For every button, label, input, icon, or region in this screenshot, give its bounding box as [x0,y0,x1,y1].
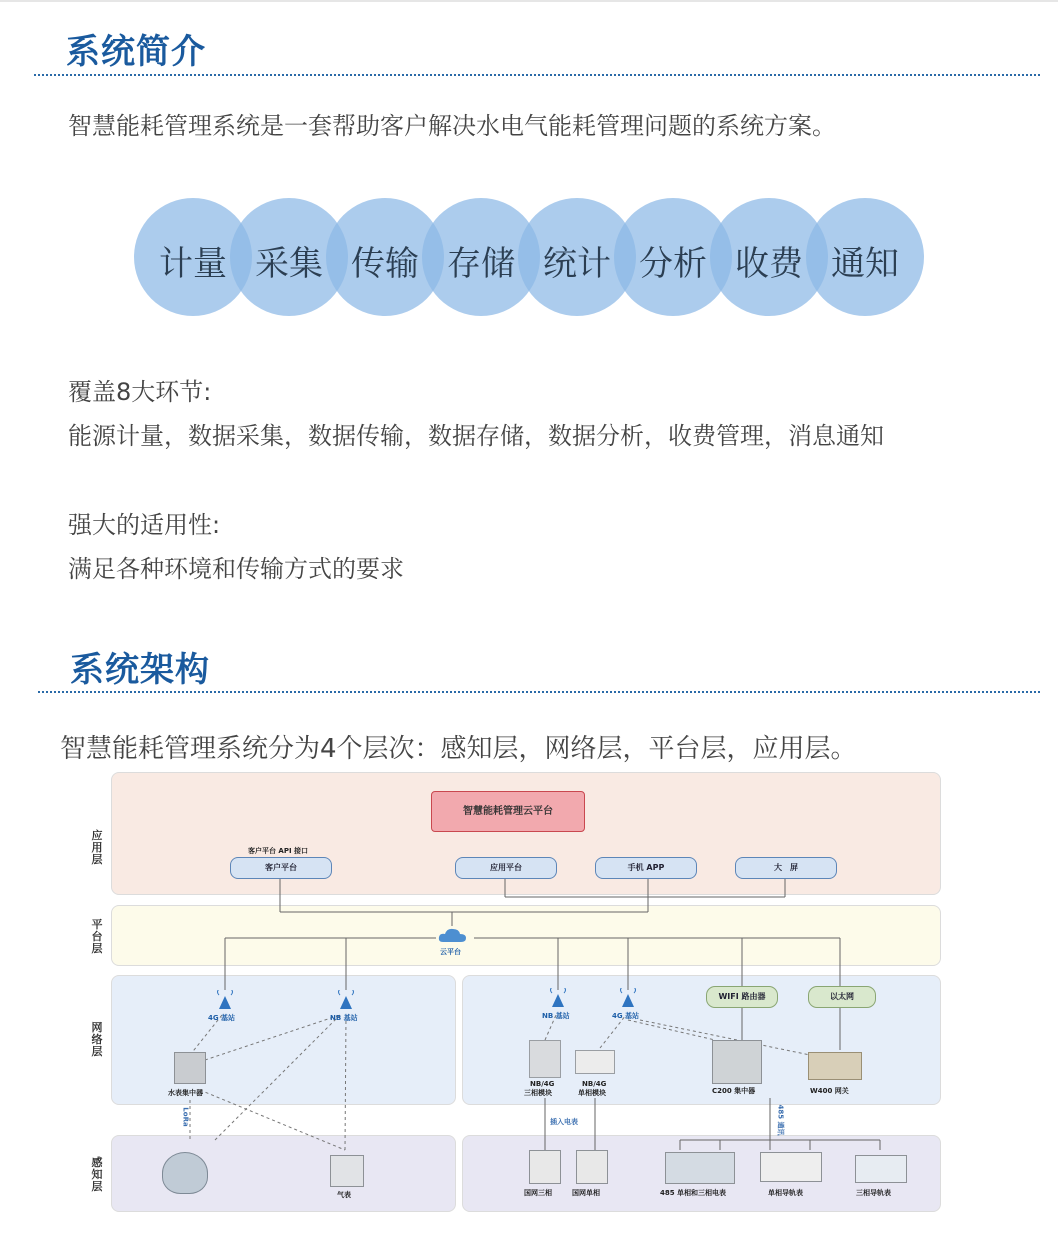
c200-device [712,1040,762,1084]
architecture-intro: 智慧能耗管理系统分为4个层次：感知层，网络层，平台层，应用层。 [60,734,857,764]
tower-label: 4G 基站 [208,1014,236,1022]
device-label: 国网单相 [572,1189,600,1197]
nb-single-label-b: 单相模块 [578,1089,606,1097]
layer-label-app: 应用层 [91,829,103,866]
cloud-icon [437,925,469,945]
circle-label: 统计 [543,244,611,284]
intro-paragraph: 智慧能耗管理系统是一套帮助客户解决水电气能耗管理问题的系统方案。 [68,112,836,140]
adapt-title: 强大的适用性: [68,511,221,539]
adapt-text: 满足各种环境和传输方式的要求 [68,555,404,583]
water-concentrator-device [174,1052,206,1084]
w400-device [808,1052,862,1080]
ethernet-box: 以太网 [808,986,876,1008]
circle-label: 分析 [639,244,707,284]
layer-label-network: 网络层 [91,1021,103,1058]
rs485-meters [665,1152,735,1184]
coverage-title: 覆盖8大环节: [68,378,212,406]
rs485-label: 485 通讯 [776,1104,785,1136]
w400-label: W400 网关 [810,1087,849,1095]
app-box-application: 应用平台 [455,857,557,879]
c200-label: C200 集中器 [712,1087,756,1095]
wifi-router-box: WIFI 路由器 [706,986,778,1008]
app-box-screen: 大 屏 [735,857,837,879]
circle-label: 收费 [735,244,803,284]
tower-icon [549,988,567,1008]
tower-label: NB 基站 [330,1014,358,1022]
device-label: 国网三相 [524,1189,552,1197]
lora-label: LoRa [181,1107,190,1127]
nb-three-label-a: NB/4G [530,1080,555,1088]
tower-icon [337,990,355,1010]
insert-meter-label: 插入电表 [550,1118,578,1126]
section-title-architecture: 系统架构 [70,650,210,690]
nb-single-phase-device [575,1050,615,1074]
device-label: 单相导轨表 [768,1189,803,1197]
tower-label: NB 基站 [542,1012,570,1020]
device-label: 三相导轨表 [856,1189,891,1197]
circle-label: 采集 [255,244,323,284]
circle-label: 传输 [351,244,419,284]
tower-icon [216,990,234,1010]
coverage-text: 能源计量，数据采集，数据传输，数据存储，数据分析，收费管理，消息通知 [68,422,884,450]
single-phase-rail-meters [760,1152,822,1182]
cloud-label: 云平台 [440,948,461,956]
gas-meter-device [330,1155,364,1187]
device-label: 485 单相和三相电表 [660,1189,727,1197]
nb-three-phase-device [529,1040,561,1078]
state-grid-single-phase-meter [576,1150,608,1184]
app-box-customer: 客户平台 [230,857,332,879]
nb-single-label-a: NB/4G [582,1080,607,1088]
water-concentrator-label: 水表集中器 [168,1089,203,1097]
tower-icon [619,988,637,1008]
circle-label: 计量 [159,244,227,284]
cloud-platform-box: 智慧能耗管理云平台 [431,791,585,832]
water-meter-device [162,1152,208,1194]
gas-meter-label: 气表 [337,1191,351,1199]
section-title-intro: 系统简介 [66,32,206,72]
tower-label: 4G 基站 [612,1012,640,1020]
circle-label: 存储 [447,244,515,284]
layer-label-platform: 平台层 [91,918,103,955]
api-label: 客户平台 API 接口 [248,847,309,855]
state-grid-three-phase-meter [529,1150,561,1184]
layer-label-perception: 感知层 [91,1156,103,1193]
nb-three-label-b: 三相模块 [524,1089,552,1097]
app-box-mobile: 手机 APP [595,857,697,879]
three-phase-rail-meter [855,1155,907,1183]
circle-label: 通知 [831,244,899,284]
